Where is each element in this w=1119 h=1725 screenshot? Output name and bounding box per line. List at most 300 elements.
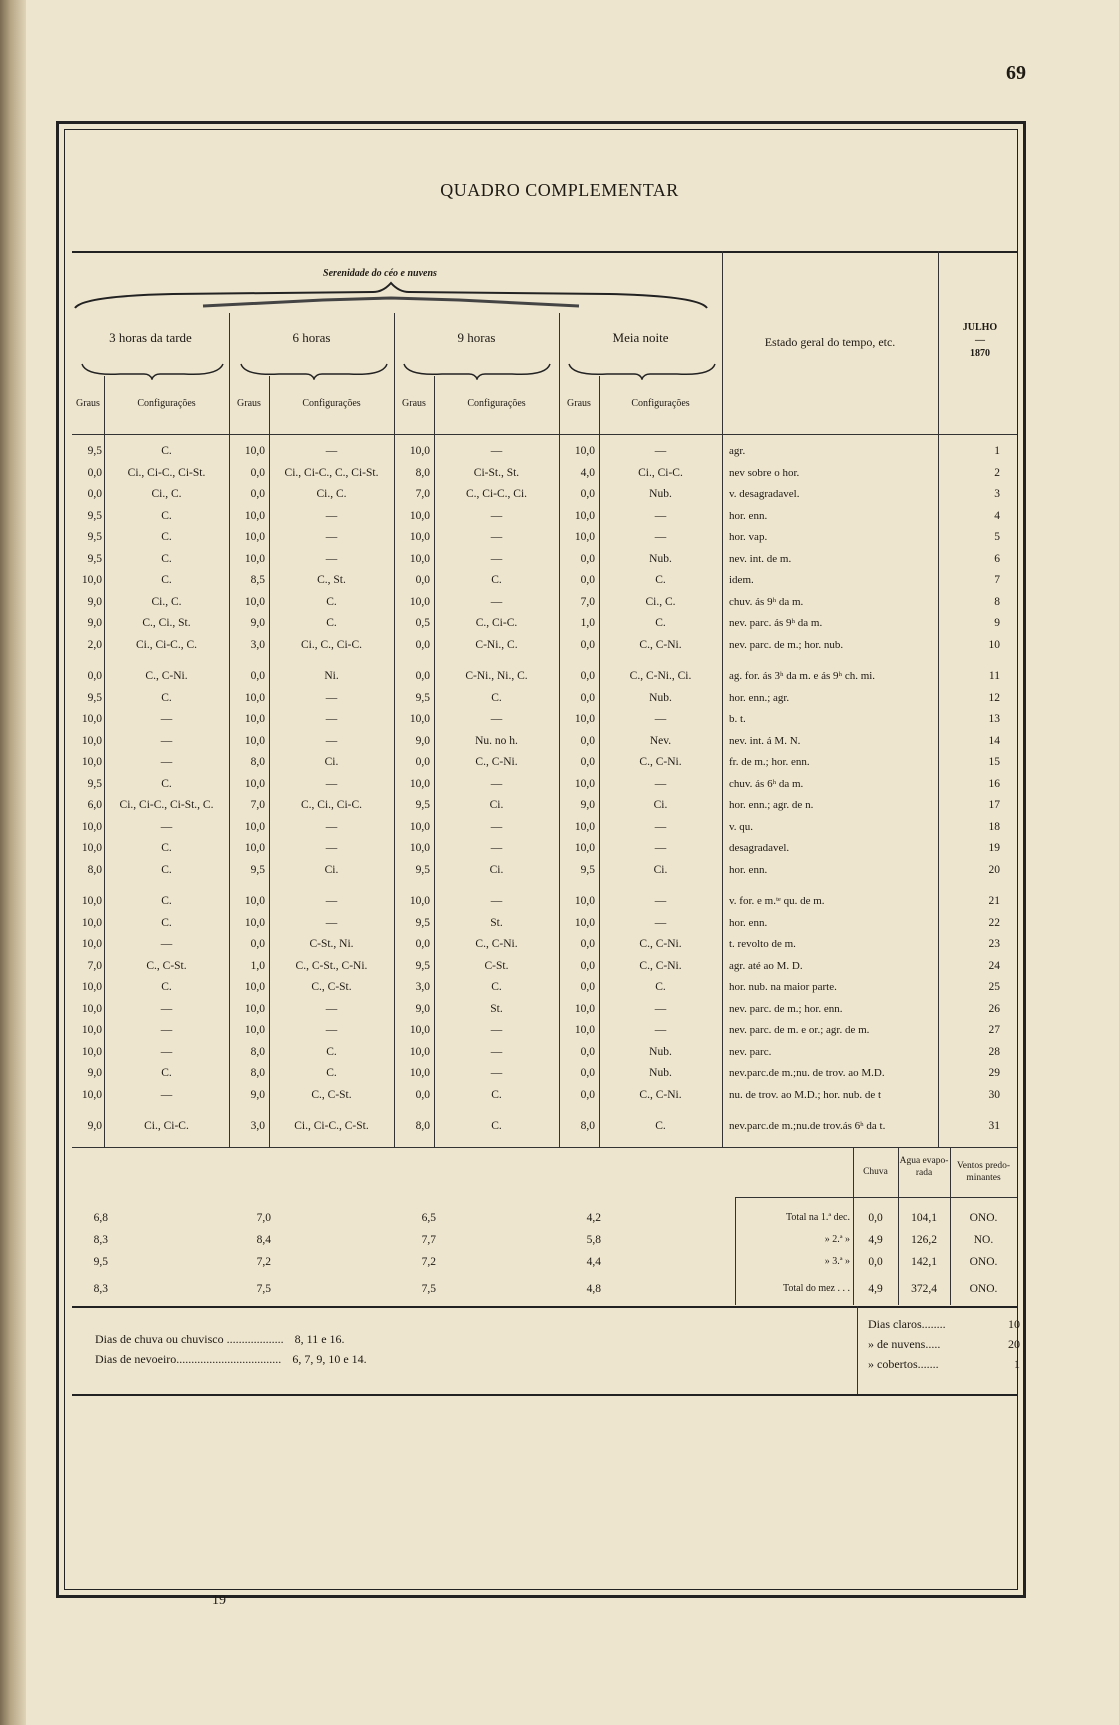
- cell-day: 20: [988, 863, 1000, 876]
- cell-cm: —: [654, 1024, 667, 1036]
- cell-c9: —: [490, 595, 503, 608]
- cell-c9: —: [490, 531, 503, 543]
- cell-estado: v. qu.: [729, 820, 754, 833]
- cell-g3: 9,0: [87, 1067, 102, 1079]
- brace-3-horas: [80, 362, 225, 380]
- summary-g3: 8,3: [93, 1234, 108, 1246]
- summary-agua: 372,4: [911, 1283, 937, 1295]
- cell-c6: —: [325, 1002, 338, 1015]
- cell-gm: 1,0: [580, 617, 595, 629]
- cell-g6: 0,0: [250, 938, 265, 950]
- cell-g6: 10,0: [244, 713, 265, 725]
- cell-g6: 1,0: [250, 959, 265, 972]
- cell-gm: 0,0: [580, 691, 595, 704]
- cell-c9: —: [490, 820, 503, 833]
- cell-g9: 10,0: [409, 445, 430, 457]
- period-meia-noite: Meia noite: [612, 330, 669, 345]
- cell-g6: 10,0: [244, 916, 265, 929]
- cell-c9: C.: [491, 1120, 502, 1132]
- cell-c3: C.: [161, 916, 172, 929]
- cell-g3: 10,0: [81, 756, 102, 768]
- cell-cm: Nub.: [649, 488, 672, 500]
- cell-estado: nev. int. á M. N.: [729, 734, 801, 747]
- cell-cm: —: [654, 916, 667, 929]
- cell-c3: C.: [161, 895, 172, 907]
- cell-c9: —: [490, 1045, 503, 1058]
- signature-mark: 19: [212, 1593, 226, 1608]
- cell-c6: C.: [326, 595, 337, 608]
- cell-c6: C.: [326, 1045, 337, 1058]
- days-label: » de nuvens.....: [868, 1337, 941, 1351]
- graus-header-9: Graus: [402, 398, 426, 409]
- cell-estado: agr. até ao M. D.: [729, 959, 803, 972]
- cell-g9: 7,0: [415, 488, 430, 500]
- cell-cm: C., C-Ni.: [639, 638, 682, 651]
- cell-c9: C.: [491, 691, 502, 704]
- cell-cm: Ci., C.: [645, 595, 676, 608]
- cell-c6: Ci.: [324, 863, 339, 876]
- summary-label: Total do mez . . .: [782, 1283, 850, 1294]
- cell-estado: hor. nub. na maior parte.: [729, 981, 837, 993]
- cell-c3: C.: [161, 531, 172, 543]
- cell-estado: nev. parc.: [729, 1045, 772, 1058]
- cell-cm: C., C-Ni.: [639, 959, 682, 972]
- cell-estado: nev. parc. de m.; hor. nub.: [729, 638, 844, 651]
- cell-estado: hor. enn.: [729, 509, 768, 522]
- cell-g3: 9,0: [87, 1120, 102, 1132]
- cell-cm: Nub.: [649, 1067, 672, 1079]
- cell-gm: 10,0: [574, 916, 595, 929]
- cell-day: 14: [988, 734, 1000, 747]
- cell-g9: 0,0: [415, 670, 430, 682]
- cell-g6: 10,0: [244, 1002, 265, 1015]
- cell-day: 8: [994, 595, 1000, 608]
- cell-gm: 9,0: [580, 799, 595, 811]
- cell-c6: Ci., C., Ci-C.: [300, 638, 363, 651]
- cell-c9: C., Ci-C., Ci.: [465, 488, 528, 500]
- cell-c3: Ci., Ci-C., Ci-St., C.: [119, 799, 214, 811]
- cell-day: 27: [988, 1024, 1000, 1036]
- cell-c9: St.: [490, 916, 503, 929]
- cell-c6: C.: [326, 617, 337, 629]
- cell-g3: 6,0: [87, 799, 102, 811]
- cell-gm: 10,0: [574, 531, 595, 543]
- cell-day: 25: [988, 981, 1000, 993]
- cell-day: 17: [988, 799, 1000, 811]
- cell-g6: 8,0: [250, 1067, 265, 1079]
- config-header-3: Configurações: [137, 398, 196, 409]
- cell-g9: 10,0: [409, 842, 430, 854]
- cell-cm: C.: [655, 981, 666, 993]
- cell-c9: C-Ni., Ni., C.: [465, 670, 528, 682]
- supertitle: Serenidade do céo e nuvens: [323, 268, 437, 279]
- note-chuva: Dias de chuva ou chuvisco ................... 8, 11 e 16.: [95, 1332, 345, 1346]
- summary-vento: ONO.: [969, 1283, 998, 1295]
- cell-c3: C.: [161, 574, 172, 586]
- cell-g9: 0,0: [415, 756, 430, 768]
- cell-g9: 0,0: [415, 1088, 430, 1101]
- cell-c3: —: [160, 1045, 173, 1058]
- cell-gm: 0,0: [580, 756, 595, 768]
- cell-c6: Ci., Ci-C., C-St.: [294, 1120, 369, 1132]
- cell-cm: C.: [655, 617, 666, 629]
- cell-estado: hor. vap.: [729, 531, 768, 543]
- cell-estado: nev. parc. de m. e or.; agr. de m.: [729, 1024, 870, 1036]
- cell-estado: nev. parc. ás 9ʰ da m.: [729, 617, 823, 629]
- summary-chuva: 4,9: [868, 1234, 883, 1246]
- chuva-header: Chuva: [863, 1167, 888, 1177]
- cell-day: 19: [988, 842, 1000, 854]
- cell-g9: 0,0: [415, 638, 430, 651]
- cell-gm: 7,0: [580, 595, 595, 608]
- cell-cm: —: [654, 777, 667, 790]
- cell-g9: 10,0: [409, 531, 430, 543]
- cell-c6: —: [325, 777, 338, 790]
- config-header-meia: Configurações: [631, 398, 690, 409]
- cell-c3: —: [160, 1024, 173, 1036]
- summary-g6: 7,5: [256, 1283, 271, 1295]
- cell-c9: —: [490, 842, 503, 854]
- cell-day: 18: [988, 820, 1000, 833]
- cell-gm: 10,0: [574, 1024, 595, 1036]
- cell-c6: —: [325, 445, 338, 457]
- cell-day: 3: [994, 488, 1000, 500]
- summary-g9: 7,5: [421, 1283, 436, 1295]
- cell-c3: C.: [161, 691, 172, 704]
- cell-cm: —: [654, 445, 667, 457]
- cell-c3: C.: [161, 445, 172, 457]
- cell-day: 23: [988, 938, 1000, 950]
- cell-c9: C., C-Ni.: [475, 756, 518, 768]
- cell-g9: 0,0: [415, 938, 430, 950]
- cell-day: 7: [994, 574, 1000, 586]
- period-3-horas: 3 horas da tarde: [109, 330, 192, 345]
- cell-gm: 0,0: [580, 734, 595, 747]
- cell-g6: 9,0: [250, 617, 265, 629]
- cell-gm: 0,0: [580, 574, 595, 586]
- cell-estado: nev.parc.de m.;nu.de trov.ás 6ʰ da t.: [729, 1120, 886, 1132]
- cell-cm: Ci., Ci-C.: [638, 466, 683, 479]
- cell-c6: C., St.: [317, 574, 346, 586]
- cell-g6: 9,5: [250, 863, 265, 876]
- summary-g6: 8,4: [256, 1234, 271, 1246]
- cell-g9: 9,0: [415, 1002, 430, 1015]
- cell-g9: 10,0: [409, 552, 430, 565]
- cell-g6: 10,0: [244, 691, 265, 704]
- cell-g3: 0,0: [87, 670, 102, 682]
- cell-estado: hor. enn.: [729, 863, 768, 876]
- summary-label: » 2.ª »: [824, 1234, 850, 1245]
- cell-c3: C.: [161, 842, 172, 854]
- cell-g6: 8,5: [250, 574, 265, 586]
- cell-g9: 9,5: [415, 799, 430, 811]
- graus-header-6: Graus: [237, 398, 261, 409]
- cell-c9: —: [490, 509, 503, 522]
- cell-g3: 10,0: [81, 820, 102, 833]
- cell-g3: 8,0: [87, 863, 102, 876]
- summary-g9: 7,2: [421, 1256, 436, 1268]
- cell-cm: Nub.: [649, 552, 672, 565]
- estado-header: Estado geral do tempo, etc.: [764, 335, 896, 349]
- cell-gm: 10,0: [574, 445, 595, 457]
- cell-day: 21: [988, 895, 1000, 907]
- cell-c9: —: [490, 713, 503, 725]
- cell-g6: 8,0: [250, 756, 265, 768]
- days-label: Dias claros........: [868, 1317, 946, 1331]
- cell-c6: C., C-St.: [311, 981, 352, 993]
- summary-g3: 9,5: [93, 1256, 108, 1268]
- header-brace: [73, 280, 709, 310]
- cell-c3: C.: [161, 777, 172, 790]
- cell-c6: —: [325, 820, 338, 833]
- cell-g6: 10,0: [244, 552, 265, 565]
- graus-header-3: Graus: [76, 398, 100, 409]
- cell-c9: —: [490, 1067, 503, 1079]
- cell-day: 13: [988, 713, 1000, 725]
- cell-gm: 0,0: [580, 959, 595, 972]
- cell-cm: C., C-Ni.: [639, 938, 682, 950]
- cell-c9: Nu. no h.: [475, 734, 518, 747]
- summary-chuva: 0,0: [868, 1212, 883, 1224]
- cell-cm: —: [654, 509, 667, 522]
- cell-g6: 10,0: [244, 981, 265, 993]
- cell-g3: 10,0: [81, 1045, 102, 1058]
- cell-estado: fr. de m.; hor. enn.: [729, 756, 810, 768]
- cell-g9: 10,0: [409, 820, 430, 833]
- cell-day: 2: [994, 466, 1000, 479]
- cell-c6: Ci.: [324, 756, 339, 768]
- cell-gm: 10,0: [574, 1002, 595, 1015]
- cell-estado: nev. int. de m.: [729, 552, 792, 565]
- days-label: » cobertos.......: [868, 1357, 939, 1371]
- cell-c9: Ci-St., St.: [473, 466, 520, 479]
- cell-c6: C-St., Ni.: [309, 938, 354, 950]
- cell-g6: 9,0: [250, 1088, 265, 1101]
- cell-g6: 3,0: [250, 1120, 265, 1132]
- cell-g3: 9,5: [87, 691, 102, 704]
- cell-g3: 10,0: [81, 1002, 102, 1015]
- cell-g6: 8,0: [250, 1045, 265, 1058]
- cell-c9: C-Ni., C.: [475, 638, 518, 651]
- cell-cm: —: [654, 842, 667, 854]
- cell-c6: Ci., Ci-C., C., Ci-St.: [284, 466, 379, 479]
- cell-g9: 10,0: [409, 1024, 430, 1036]
- cell-c3: C.: [161, 1067, 172, 1079]
- cell-cm: C.: [655, 574, 666, 586]
- cell-estado: ag. for. ás 3ʰ da m. e ás 9ʰ ch. mi.: [729, 670, 876, 682]
- cell-g3: 9,5: [87, 509, 102, 522]
- summary-agua: 104,1: [911, 1212, 937, 1224]
- cell-g6: 10,0: [244, 734, 265, 747]
- cell-c6: C., C-St.: [311, 1088, 352, 1101]
- cell-gm: 10,0: [574, 820, 595, 833]
- cell-cm: —: [654, 713, 667, 725]
- cell-c9: —: [490, 895, 503, 907]
- cell-estado: v. for. e m.ᵗᵉ qu. de m.: [729, 895, 825, 907]
- cell-estado: chuv. ás 6ʰ da m.: [729, 777, 804, 790]
- cell-c9: C., C-Ni.: [475, 938, 518, 950]
- cell-estado: agr.: [729, 445, 746, 457]
- cell-day: 11: [988, 670, 1000, 682]
- cell-g6: 0,0: [250, 670, 265, 682]
- config-header-9: Configurações: [467, 398, 526, 409]
- cell-gm: 0,0: [580, 488, 595, 500]
- cell-cm: Ci.: [653, 863, 668, 876]
- summary-gm: 5,8: [586, 1234, 601, 1246]
- cell-c6: —: [325, 691, 338, 704]
- cell-estado: chuv. ás 9ʰ da m.: [729, 595, 804, 608]
- cell-g6: 10,0: [244, 1024, 265, 1036]
- cell-g6: 10,0: [244, 895, 265, 907]
- table-title: QUADRO COMPLEMENTAR: [440, 180, 679, 200]
- cell-estado: v. desagradavel.: [729, 488, 800, 500]
- cell-g9: 10,0: [409, 777, 430, 790]
- cell-c6: —: [325, 713, 338, 725]
- cell-c6: —: [325, 916, 338, 929]
- cell-gm: 10,0: [574, 895, 595, 907]
- brace-6-horas: [239, 362, 389, 380]
- summary-g3: 6,8: [93, 1212, 108, 1224]
- brace-meia-noite: [567, 362, 717, 380]
- summary-gm: 4,2: [586, 1212, 601, 1224]
- cell-c3: Ci., Ci-C., C.: [135, 638, 198, 651]
- cell-cm: Ci.: [653, 799, 668, 811]
- cell-g6: 10,0: [244, 777, 265, 790]
- cell-g3: 9,5: [87, 445, 102, 457]
- cell-gm: 4,0: [580, 466, 595, 479]
- cell-day: 24: [988, 959, 1000, 972]
- cell-g9: 10,0: [409, 509, 430, 522]
- cell-cm: Nub.: [649, 691, 672, 704]
- cell-estado: idem.: [729, 574, 754, 586]
- cell-c3: —: [160, 756, 173, 768]
- cell-g6: 10,0: [244, 595, 265, 608]
- cell-day: 5: [994, 531, 1000, 543]
- summary-gm: 4,8: [586, 1283, 601, 1295]
- cell-c9: C.: [491, 981, 502, 993]
- cell-c3: —: [160, 938, 173, 950]
- cell-g9: 8,0: [415, 466, 430, 479]
- page-number: 69: [1006, 62, 1026, 84]
- summary-vento: NO.: [973, 1234, 994, 1246]
- cell-estado: t. revolto de m.: [729, 938, 796, 950]
- summary-vento: ONO.: [969, 1212, 998, 1224]
- summary-agua: 142,1: [911, 1256, 937, 1268]
- cell-g9: 9,5: [415, 959, 430, 972]
- cell-c9: Ci.: [489, 863, 504, 876]
- cell-g9: 0,5: [415, 617, 430, 629]
- graus-header-meia: Graus: [567, 398, 591, 409]
- agua-header: Agua evapo- rada: [899, 1156, 949, 1178]
- cell-c9: —: [490, 445, 503, 457]
- cell-gm: 9,5: [580, 863, 595, 876]
- summary-gm: 4,4: [586, 1256, 601, 1268]
- cell-day: 9: [994, 617, 1000, 629]
- cell-cm: Nev.: [649, 734, 672, 747]
- cell-gm: 0,0: [580, 1045, 595, 1058]
- cell-gm: 8,0: [580, 1120, 595, 1132]
- cell-g3: 7,0: [87, 959, 102, 972]
- cell-c3: Ci., C.: [151, 488, 182, 500]
- cell-c3: —: [160, 820, 173, 833]
- cell-estado: hor. enn.; agr. de n.: [729, 799, 814, 811]
- cell-g6: 10,0: [244, 820, 265, 833]
- cell-c6: C., C-St., C-Ni.: [295, 959, 368, 972]
- cell-c9: —: [490, 777, 503, 790]
- days-value: 1: [1014, 1357, 1020, 1371]
- cell-g3: 0,0: [87, 488, 102, 500]
- cell-gm: 0,0: [580, 1088, 595, 1101]
- cell-c3: —: [160, 713, 173, 725]
- cell-day: 28: [988, 1045, 1000, 1058]
- cell-c3: C., Ci., St.: [142, 617, 191, 629]
- cell-c3: —: [160, 1002, 173, 1015]
- cell-day: 10: [988, 638, 1000, 651]
- cell-estado: hor. enn.: [729, 916, 768, 929]
- cell-g9: 10,0: [409, 713, 430, 725]
- cell-day: 1: [994, 445, 1000, 457]
- cell-c6: —: [325, 552, 338, 565]
- cell-c3: Ci., Ci-C.: [144, 1120, 189, 1132]
- cell-g6: 10,0: [244, 842, 265, 854]
- cell-day: 31: [988, 1120, 1000, 1132]
- cell-g9: 0,0: [415, 574, 430, 586]
- cell-g9: 9,5: [415, 916, 430, 929]
- cell-day: 6: [994, 552, 1000, 565]
- cell-g6: 10,0: [244, 445, 265, 457]
- cell-c9: C.: [491, 1088, 502, 1101]
- cell-c9: St.: [490, 1002, 503, 1015]
- cell-c3: —: [160, 734, 173, 747]
- cell-cm: —: [654, 895, 667, 907]
- summary-label: Total na 1.ª dec.: [786, 1212, 850, 1223]
- cell-estado: nev sobre o hor.: [729, 466, 800, 479]
- summary-g9: 6,5: [421, 1212, 436, 1224]
- cell-c6: Ci., C.: [316, 488, 347, 500]
- cell-c9: C., Ci-C.: [475, 617, 518, 629]
- cell-c6: Ni.: [324, 670, 339, 682]
- cell-g3: 10,0: [81, 574, 102, 586]
- cell-g9: 9,5: [415, 863, 430, 876]
- brace-9-horas: [402, 362, 552, 380]
- cell-estado: nev. parc. de m.; hor. enn.: [729, 1002, 843, 1015]
- summary-g6: 7,2: [256, 1256, 271, 1268]
- cell-g3: 10,0: [81, 734, 102, 747]
- cell-c3: Ci., Ci-C., Ci-St.: [127, 466, 206, 479]
- cell-c3: C.: [161, 981, 172, 993]
- summary-agua: 126,2: [911, 1234, 937, 1246]
- summary-chuva: 0,0: [868, 1256, 883, 1268]
- cell-c6: —: [325, 509, 338, 522]
- note-nevoeiro: Dias de nevoeiro................................... 6, 7, 9, 10 e 14.: [95, 1352, 367, 1366]
- summary-vento: ONO.: [969, 1256, 998, 1268]
- cell-g6: 7,0: [250, 799, 265, 811]
- cell-c6: —: [325, 842, 338, 854]
- days-value: 20: [1008, 1337, 1020, 1351]
- month-header: JULHO — 1870: [962, 322, 998, 359]
- cell-g3: 9,0: [87, 617, 102, 629]
- cell-c6: —: [325, 895, 338, 907]
- cell-g9: 10,0: [409, 1067, 430, 1079]
- cell-g3: 10,0: [81, 713, 102, 725]
- cell-gm: 10,0: [574, 777, 595, 790]
- cell-day: 4: [994, 509, 1000, 522]
- cell-cm: C., C-Ni.: [639, 756, 682, 768]
- days-value: 10: [1008, 1317, 1020, 1331]
- cell-g9: 10,0: [409, 1045, 430, 1058]
- cell-day: 30: [988, 1088, 1000, 1101]
- cell-estado: desagradavel.: [729, 842, 790, 854]
